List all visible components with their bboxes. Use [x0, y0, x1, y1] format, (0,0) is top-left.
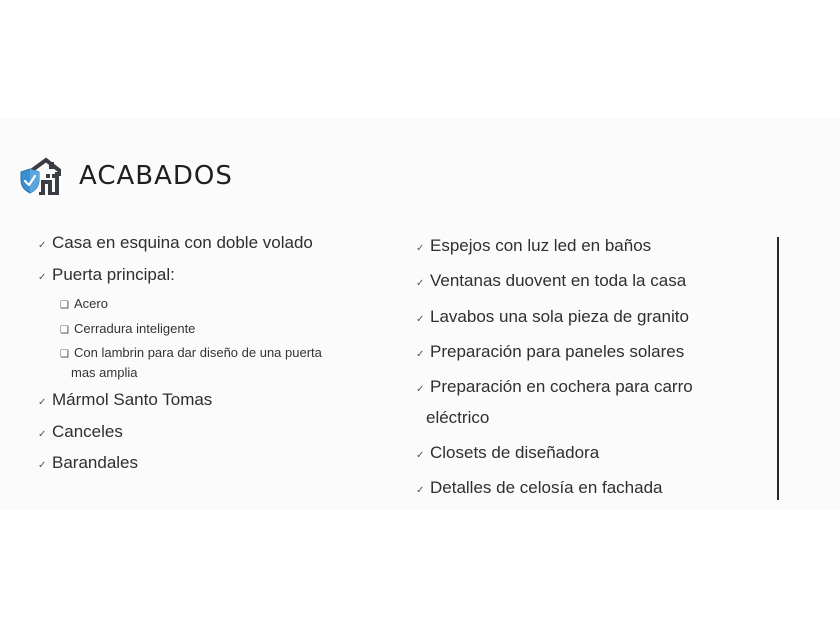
sub-list-item-label: Cerradura inteligente: [74, 321, 196, 336]
box-bullet-icon: ❑: [60, 325, 69, 336]
checkmark-icon: ✓: [38, 429, 47, 440]
list-item: [416, 271, 686, 291]
vertical-divider: [777, 237, 779, 500]
list-item: [416, 478, 663, 498]
checkmark-icon: ✓: [416, 278, 425, 289]
checkmark-icon: ✓: [416, 450, 425, 461]
list-item: [416, 342, 684, 362]
list-item: [38, 390, 212, 410]
checkmark-icon: ✓: [416, 243, 425, 254]
list-item: [416, 443, 599, 463]
list-item-label: Preparación para paneles solares: [430, 342, 685, 361]
list-item-label: Casa en esquina con doble volado: [52, 233, 313, 252]
list-item: [416, 307, 689, 327]
sub-list-item: [60, 345, 322, 360]
checkmark-icon: ✓: [38, 240, 47, 251]
list-item-label: Barandales: [52, 453, 139, 472]
checkmark-icon: ✓: [416, 384, 425, 395]
list-item: [38, 233, 313, 253]
list-item: [38, 265, 175, 285]
sub-list-item-continuation: mas amplia: [71, 365, 138, 380]
list-item-label: Ventanas duovent en toda la casa: [430, 271, 687, 290]
slide-header: [19, 157, 233, 195]
list-item-continuation: eléctrico: [426, 408, 490, 427]
list-item: [38, 422, 123, 442]
checkmark-icon: ✓: [38, 272, 47, 283]
house-shield-icon: [19, 157, 61, 195]
list-item: [416, 236, 651, 256]
sub-list-item: [60, 321, 195, 336]
checkmark-icon: ✓: [416, 314, 425, 325]
box-bullet-icon: ❑: [60, 300, 69, 311]
list-item-label: Puerta principal:: [52, 265, 175, 284]
list-item-label: Detalles de celosía en fachada: [430, 478, 663, 497]
checkmark-icon: ✓: [416, 349, 425, 360]
list-item-label: Lavabos una sola pieza de granito: [430, 307, 689, 326]
list-item-label: Mármol Santo Tomas: [52, 390, 213, 409]
page-title: ACABADOS: [79, 161, 233, 191]
checkmark-icon: ✓: [38, 460, 47, 471]
sub-list-item-label: Acero: [74, 296, 108, 311]
sub-list-item: [60, 296, 108, 311]
checkmark-icon: ✓: [38, 397, 47, 408]
list-item-label: Closets de diseñadora: [430, 443, 600, 462]
checkmark-icon: ✓: [416, 485, 425, 496]
box-bullet-icon: ❑: [60, 349, 69, 360]
list-item: [416, 377, 693, 397]
list-item: [38, 453, 138, 473]
list-item-label: Canceles: [52, 422, 123, 441]
list-item-label: Espejos con luz led en baños: [430, 236, 652, 255]
sub-list-item-label: Con lambrin para dar diseño de una puerta: [74, 345, 322, 360]
list-item-label: Preparación en cochera para carro: [430, 377, 693, 396]
